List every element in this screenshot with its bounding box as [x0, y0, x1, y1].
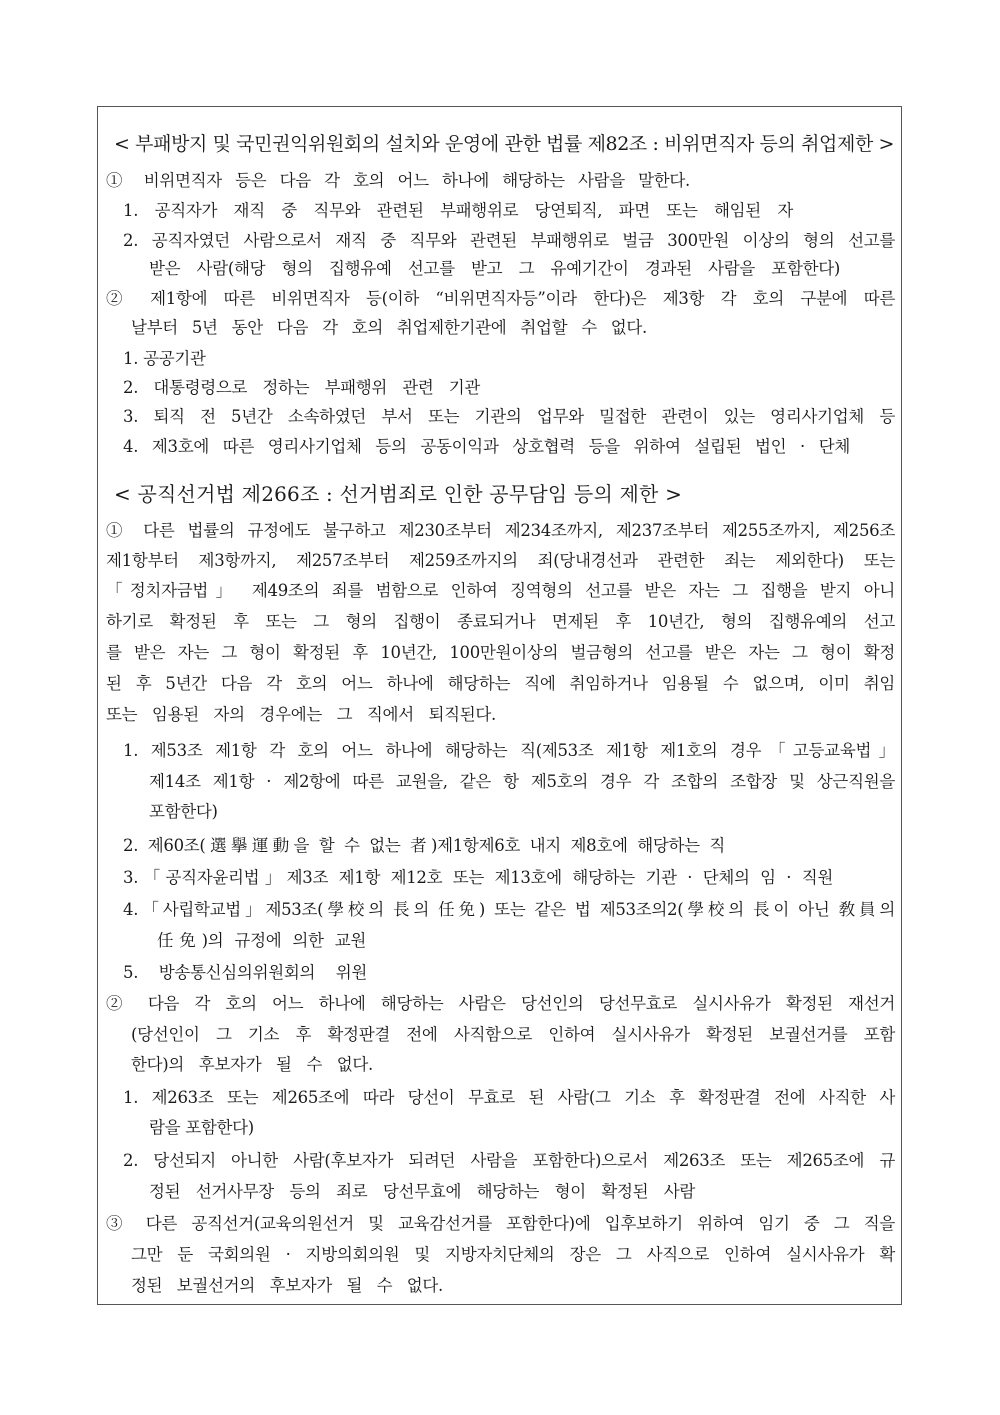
s1-line-1: ① 비위면직자 등은 다음 각 호의 어느 하나에 해당하는 사람을 말한다.	[106, 171, 690, 190]
s2-line-9: 제14조 제1항 · 제2항에 따른 교원을, 같은 항 제5호의 경우 각 조합의 조합장 및 상근직원을	[149, 772, 895, 791]
s1-line-5: ② 제1항에 따른 비위면직자 등(이하 “비위면직자등”이라 한다)은 제3항 각 호의 구분에 따른	[106, 289, 895, 308]
s2-line-19: 1. 제263조 또는 제265조에 따라 당선이 무효로 된 사람(그 기소 후 확정판결 전에 사직한 사	[123, 1088, 895, 1107]
s2-line-23: ③ 다른 공직선거(교육의원선거 및 교육감선거를 포함한다)에 입후보하기 위하여 임기 중 그 직을	[106, 1214, 895, 1233]
section2-heading: < 공직선거법 제266조 : 선거범죄로 인한 공무담임 등의 제한 >	[114, 482, 683, 506]
s2-line-4: 하기로 확정된 후 또는 그 형의 집행이 종료되거나 면제된 후 10년간, 형의 집행유예의 선고	[106, 612, 895, 631]
section1-heading: < 부패방지 및 국민권익위원회의 설치와 운영에 관한 법률 제82조 : 비위면직자 등의 취업제한 >	[114, 133, 895, 155]
s2-line-22: 정된 선거사무장 등의 죄로 당선무효에 해당하는 형이 확정된 사람	[149, 1182, 695, 1201]
s2-line-14: 任免)의 규정에 의한 교원	[157, 931, 366, 950]
s1-line-4: 받은 사람(해당 형의 집행유예 선고를 받고 그 유예기간이 경과된 사람을 포함한다)	[149, 259, 840, 278]
s2-line-1: ① 다른 법률의 규정에도 불구하고 제230조부터 제234조까지, 제237조부터 제255조까지, 제256조	[106, 521, 895, 540]
s2-line-6: 된 후 5년간 다음 각 호의 어느 하나에 해당하는 직에 취임하거나 임용될 수 없으며, 이미 취임	[106, 674, 895, 693]
s2-line-7: 또는 임용된 자의 경우에는 그 직에서 퇴직된다.	[106, 705, 496, 724]
s2-line-18: 한다)의 후보자가 될 수 없다.	[131, 1055, 373, 1074]
s2-line-8: 1. 제53조 제1항 각 호의 어느 하나에 해당하는 직(제53조 제1항 제1호의 경우「고등교육법」	[123, 741, 895, 760]
s2-line-2: 제1항부터 제3항까지, 제257조부터 제259조까지의 죄(당내경선과 관련한 죄는 제외한다) 또는	[106, 551, 895, 570]
s2-line-11: 2. 제60조(選擧運動을 할 수 없는 者)제1항제6호 내지 제8호에 해당하는 직	[123, 836, 725, 855]
s2-line-5: 를 받은 자는 그 형이 확정된 후 10년간, 100만원이상의 벌금형의 선고를 받은 자는 그 형이 확정	[106, 643, 895, 662]
s1-line-8: 2. 대통령령으로 정하는 부패행위 관련 기관	[123, 378, 480, 397]
s2-line-12: 3.「공직자윤리법」제3조 제1항 제12호 또는 제13호에 해당하는 기관 · 단체의 임 · 직원	[123, 868, 833, 887]
s1-line-3: 2. 공직자였던 사람으로서 재직 중 직무와 관련된 부패행위로 벌금 300만원 이상의 형의 선고를	[123, 231, 895, 250]
s2-line-25: 정된 보궐선거의 후보자가 될 수 없다.	[131, 1276, 443, 1295]
s1-line-10: 4. 제3호에 따른 영리사기업체 등의 공동이익과 상호협력 등을 위하여 설립된 법인 · 단체	[123, 437, 850, 456]
s2-line-10: 포함한다)	[149, 802, 218, 821]
s2-line-13: 4.「사립학교법」제53조(學校의 長의 任免) 또는 같은 법 제53조의2(學校의 長이 아닌 敎員의	[123, 900, 895, 919]
s2-line-20: 람을 포함한다)	[149, 1118, 254, 1137]
s2-line-3: 「정치자금법」 제49조의 죄를 범함으로 인하여 징역형의 선고를 받은 자는 그 집행을 받지 아니	[106, 581, 895, 600]
s2-line-15: 5. 방송통신심의위원회의 위원	[123, 963, 367, 982]
s1-line-6: 날부터 5년 동안 다음 각 호의 취업제한기관에 취업할 수 없다.	[131, 318, 647, 337]
s1-line-9: 3. 퇴직 전 5년간 소속하였던 부서 또는 기관의 업무와 밀접한 관련이 있는 영리사기업체 등	[123, 407, 895, 426]
s1-line-7: 1. 공공기관	[123, 349, 206, 368]
s2-line-24: 그만 둔 국회의원 · 지방의회의원 및 지방자치단체의 장은 그 사직으로 인하여 실시사유가 확	[131, 1245, 895, 1264]
s2-line-16: ② 다음 각 호의 어느 하나에 해당하는 사람은 당선인의 당선무효로 실시사유가 확정된 재선거	[106, 994, 895, 1013]
s1-line-2: 1. 공직자가 재직 중 직무와 관련된 부패행위로 당연퇴직, 파면 또는 해임된 자	[123, 201, 793, 220]
s2-line-21: 2. 당선되지 아니한 사람(후보자가 되려던 사람을 포함한다)으로서 제263조 또는 제265조에 규	[123, 1151, 895, 1170]
s2-line-17: (당선인이 그 기소 후 확정판결 전에 사직함으로 인하여 실시사유가 확정된 보궐선거를 포함	[131, 1025, 895, 1044]
